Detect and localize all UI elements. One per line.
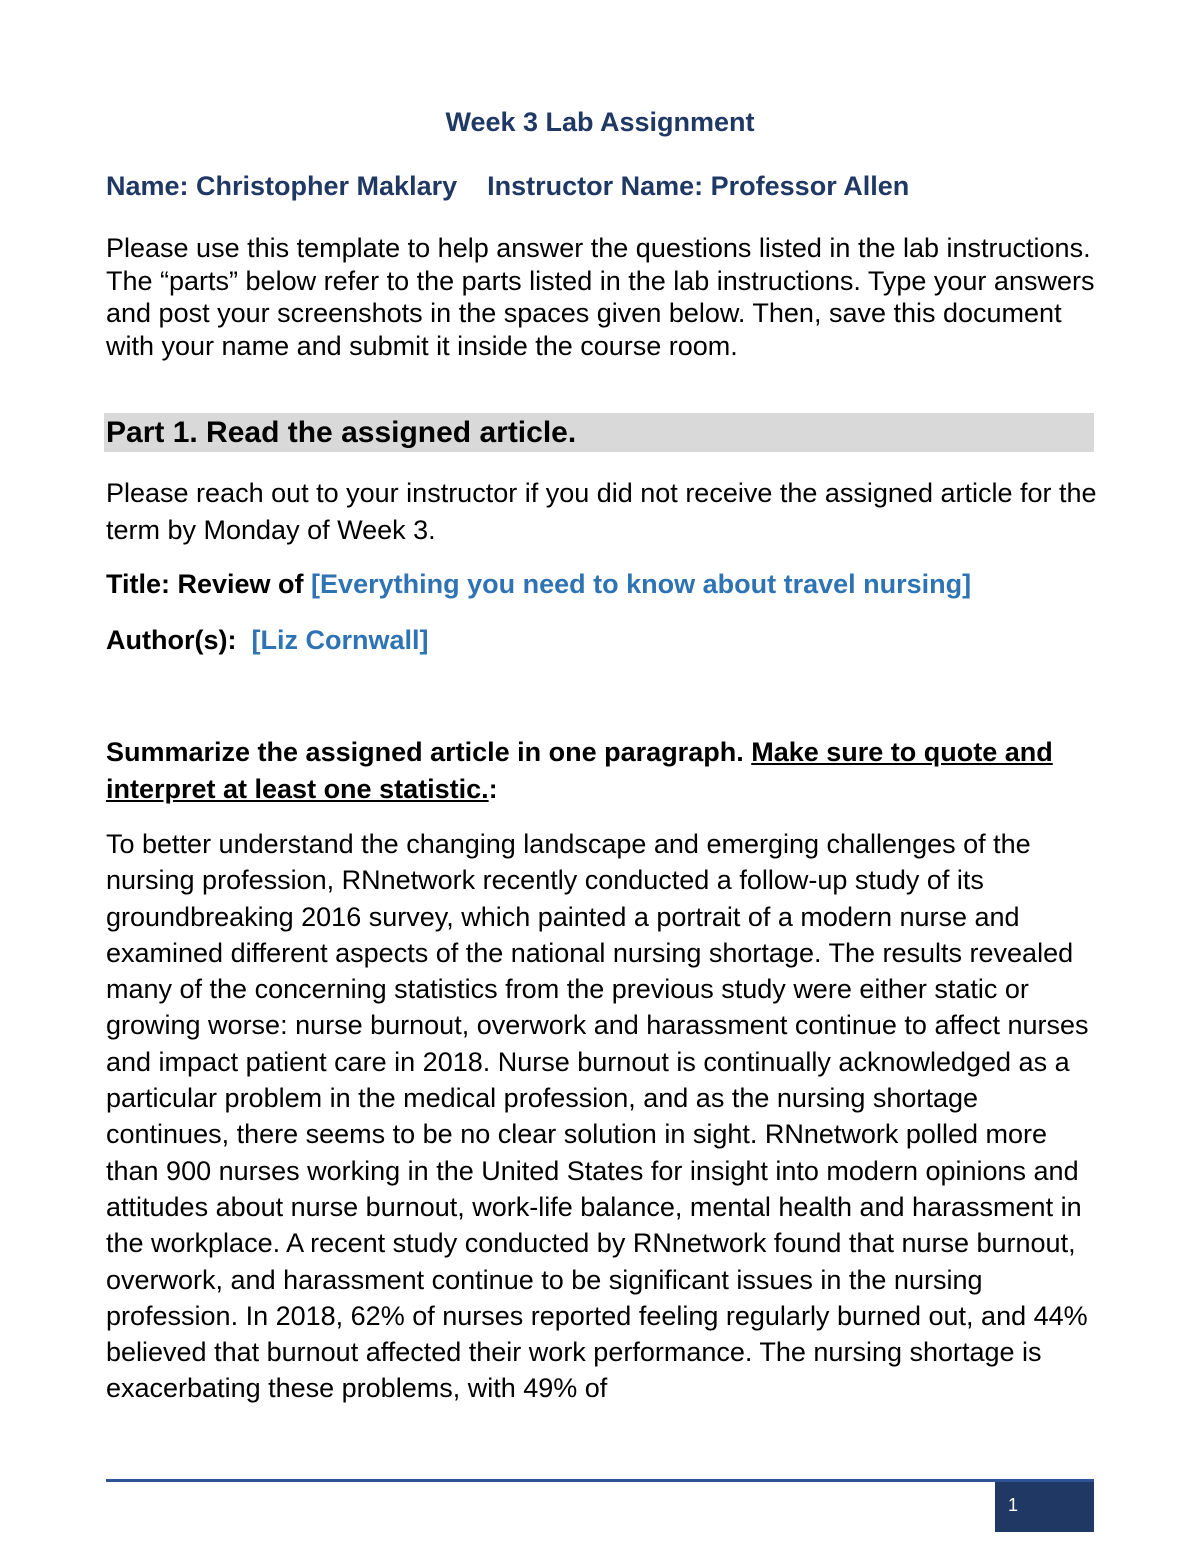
summary-prompt-colon: : — [488, 774, 498, 804]
name-line — [106, 170, 909, 202]
instructor-name: Instructor Name: Professor Allen — [487, 171, 910, 201]
article-title-value: [Everything you need to know about travel nursing] — [311, 569, 972, 599]
summary-prompt-requirement: Make sure to quote and interpret at least one statistic. — [106, 737, 1053, 804]
article-author-line — [106, 622, 428, 658]
page-number-box — [995, 1482, 1094, 1532]
page-number: 1 — [1008, 1495, 1019, 1515]
summary-prompt — [106, 734, 1106, 808]
article-title-line — [106, 566, 971, 602]
part-1-instructions: Please reach out to your instructor if you did not receive the assigned article for the term by Monday of Week 3. — [106, 478, 1097, 545]
part-1-heading: Part 1. Read the assigned article. — [104, 413, 1094, 452]
summary-paragraph: To better understand the changing landscape and emerging challenges of the nursing profession, RNnetwork recently conducted a follow-up study of its groundbreaking 2016 survey, which painted a portrait of a modern nurse and examined different aspects of the national nursing shortage. The results revealed many of the concerning statistics from the previous study were either static or growing worse: nurse burnout, overwork and harassment continue to affect nurses and impact patient care in 2018. Nurse burnout is continually acknowledged as a particular problem in the medical profession, and as the nursing shortage continues, there seems to be no clear solution in sight. RNnetwork polled more than 900 nurses working in the United States for insight into modern opinions and attitudes about nurse burnout, work-life balance, mental health and harassment in the workplace. A recent study conducted by RNnetwork found that nurse burnout, overwork, and harassment continue to be significant issues in the nursing profession. In 2018, 62% of nurses reported feeling regularly burned out, and 44% believed that burnout affected their work performance. The nursing shortage is exacerbating these problems, with 49% of — [106, 829, 1089, 1404]
intro-paragraph: Please use this template to help answer the questions listed in the lab instructions. The “parts” below refer to the parts listed in the lab instructions. Type your answers and post your screenshots in the spaces given below. Then, save this document with your name and submit it inside the course room. — [106, 233, 1095, 361]
summary-prompt-text: Summarize the assigned article in one paragraph. — [106, 737, 752, 767]
footer-divider — [106, 1479, 1094, 1482]
article-title-label: Title: Review of — [106, 569, 312, 599]
document-title: Week 3 Lab Assignment — [445, 107, 755, 137]
article-author-label: Author(s): — [106, 625, 252, 655]
student-name: Name: Christopher Maklary — [106, 171, 458, 201]
article-author-value: [Liz Cornwall] — [251, 625, 429, 655]
